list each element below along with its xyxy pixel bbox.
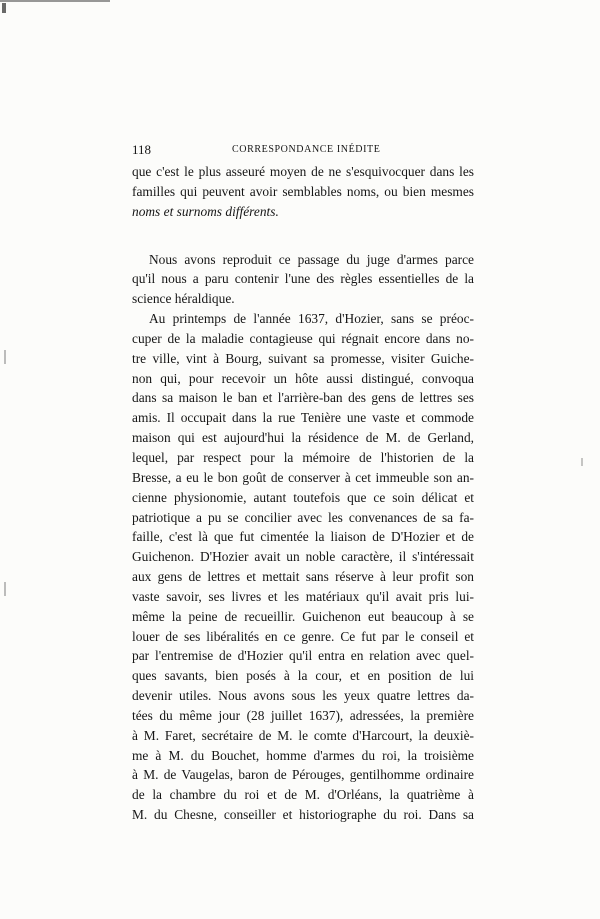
paragraph <box>132 162 474 222</box>
text-line: ques savants, bien posés à la cour, et en position de lui <box>132 668 474 684</box>
text-line: à M. de Vaugelas, baron de Pérouges, gentilhomme ordinaire <box>132 767 474 783</box>
text-line: Nous avons reproduit ce passage du juge d'armes parce <box>149 251 474 267</box>
text-line: patriotique a pu se concilier avec les convenances de sa fa- <box>132 509 474 525</box>
text-line: qu'il nous a paru contenir l'une des règles essentielles de la <box>132 271 474 287</box>
text-line: Au printemps de l'année 1637, d'Hozier, sans se préoc- <box>149 311 474 327</box>
text-line: Guichenon. D'Hozier avait un noble caractère, il s'intéressait <box>132 549 474 565</box>
text-line: dans sa maison le ban et l'arrière-ban des gens de lettres ses <box>132 390 474 406</box>
text-line: cienne physionomie, autant toutefois que ce soin délicat et <box>132 489 474 505</box>
text-line: lequel, par respect pour la mémoire de l'historien de la <box>132 449 474 465</box>
text-line: même la peine de recueillir. Guichenon eut beaucoup à se <box>132 608 474 624</box>
paragraph <box>132 250 474 310</box>
text-line: à M. Faret, secrétaire de M. le comte d'Harcourt, la deuxiè- <box>132 727 474 743</box>
text-line: aux gens de lettres et mettait sans réserve à leur profit son <box>132 569 474 585</box>
scan-margin-mark <box>4 350 6 364</box>
text-line: familles qui peuvent avoir semblables noms, ou bien mesmes <box>132 183 474 199</box>
text-line: cuper de la maladie contagieuse qui régnait encore dans no- <box>132 330 474 346</box>
text-line: vaste savoir, ses livres et les matériaux qu'il avait pris lui- <box>132 588 474 604</box>
text-line: me à M. du Bouchet, homme d'armes du roi, la troisième <box>132 747 474 763</box>
text-line: par l'entremise de d'Hozier qu'il entra en relation avec quel- <box>132 648 474 664</box>
body-text <box>132 162 474 825</box>
running-title: CORRESPONDANCE INÉDITE <box>232 144 381 155</box>
scan-corner-mark <box>2 3 6 13</box>
page-header <box>132 142 472 158</box>
text-line: faille, c'est là que fut cimentée la liaison de D'Hozier et de <box>132 529 474 545</box>
text-line: M. du Chesne, conseiller et historiographe du roi. Dans sa <box>132 807 474 823</box>
text-line: que c'est le plus asseuré moyen de ne s'esquivocquer dans les <box>132 164 474 179</box>
text-line: louer de ses libéralités en ce genre. Ce fut par le conseil et <box>132 628 474 644</box>
paragraph <box>132 309 474 825</box>
paragraph-gap <box>132 222 474 250</box>
text-line: science héraldique. <box>132 291 235 307</box>
text-line: amis. Il occupait dans la rue Tenière une vaste et commode <box>132 410 474 426</box>
text-line: noms et surnoms différents. <box>132 203 279 219</box>
text-line: tées du même jour (28 juillet 1637), adressées, la première <box>132 707 474 723</box>
page-number: 118 <box>132 142 152 157</box>
text-line: devenir utiles. Nous avons sous les yeux quatre lettres da- <box>132 688 474 704</box>
text-line: maison qui est aujourd'hui la résidence de M. de Gerland, <box>132 430 474 446</box>
text-line: non qui, pour recevoir un hôte aussi distingué, convoqua <box>132 370 474 386</box>
text-line: tre ville, vint à Bourg, suivant sa promesse, visiter Guiche- <box>132 350 474 366</box>
text-line: de la chambre du roi et de M. d'Orléans, la quatrième à <box>132 787 474 803</box>
scan-margin-mark <box>581 458 583 466</box>
scan-edge-mark <box>0 0 110 2</box>
text-line: Bresse, a eu le bon goût de conserver à cet immeuble son an- <box>132 469 474 485</box>
scan-margin-mark <box>4 582 6 596</box>
